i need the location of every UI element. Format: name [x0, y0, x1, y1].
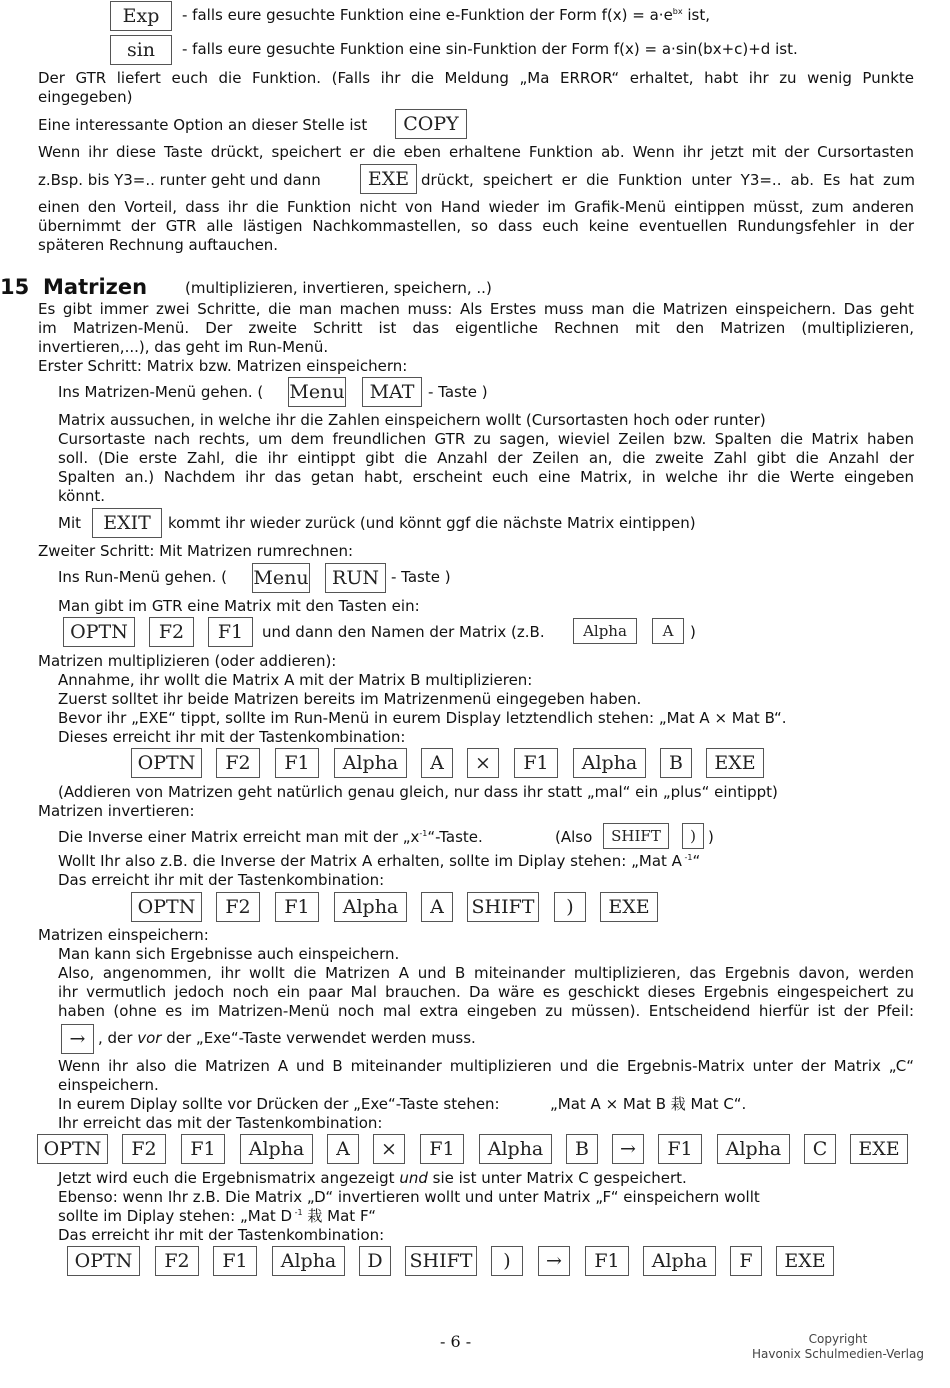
wenn-text-line: drückt, speichert er die Funktion unter Y3=.. ab. Es hat zum: [421, 171, 915, 189]
f2-key: F2: [149, 617, 194, 647]
f1-key: F1: [585, 1246, 629, 1276]
paragraph-line: Bevor ihr „EXE“ tippt, sollte im Run-Menü in eurem Display letztendlich stehen: „Mat A × Mat B“.: [58, 709, 787, 727]
paragraph-line: Man gibt im GTR eine Matrix mit den Tasten ein:: [58, 597, 420, 615]
f1-key: F1: [514, 748, 558, 778]
wenn-text-line: z.Bsp. bis Y3=.. runter geht und dann: [38, 171, 321, 189]
paragraph-line: In eurem Diplay sollte vor Drücken der „Exe“-Taste stehen:: [58, 1095, 500, 1113]
paragraph-line: Dieses erreicht ihr mit der Tastenkombination:: [58, 728, 406, 746]
f1-key: F1: [420, 1134, 464, 1164]
sin-description: - falls eure gesuchte Funktion eine sin-Funktion der Form f(x) = a·sin(bx+c)+d ist.: [182, 40, 798, 58]
section-number: 15: [0, 275, 30, 299]
f1-key: F1: [275, 892, 319, 922]
f1-key: F1: [208, 617, 253, 647]
paragraph-line: einspeichern.: [58, 1076, 159, 1094]
exp-description: - falls eure gesuchte Funktion eine e-Funktion der Form $f(x) = a\cdot e^{bx}$ ist,: [182, 6, 711, 24]
paragraph-line: Ebenso: wenn Ihr z.B. Die Matrix „D“ invertieren wollt und unter Matrix „F“ einspeichern wollt: [58, 1188, 760, 1206]
alpha-key: Alpha: [717, 1134, 790, 1164]
optn-key: OPTN: [63, 617, 135, 647]
alpha-key: Alpha: [573, 618, 637, 644]
also-text: (Also: [555, 828, 593, 846]
paragraph-line: (Addieren von Matrizen geht natürlich genau gleich, nur dass ihr statt „mal“ ein „plus“ eintippt): [58, 783, 778, 801]
a-key: A: [421, 892, 453, 922]
alpha-key: Alpha: [272, 1246, 345, 1276]
arrow-description: , der vor der „Exe“-Taste verwendet werden muss.: [98, 1029, 476, 1047]
paragraph-line: haben (ohne es im Matrizen-Menü noch mal extra eingeben zu müssen). Entscheidend hierfür ist der Pfeil:: [58, 1002, 914, 1020]
d-key: D: [359, 1246, 391, 1276]
optn-key: OPTN: [131, 892, 202, 922]
paragraph-line: Matrix aussuchen, in welche ihr die Zahlen einspeichern wollt (Cursortasten hoch oder runter): [58, 411, 766, 429]
inverse-description: Die Inverse einer Matrix erreicht man mit der $„x^{-1}“$-Taste.: [58, 828, 483, 846]
wenn-text-line: übernimmt der GTR alle lästigen Nachkommastellen, so dass euch keine eventuellen Rundungsfehler in der: [38, 217, 914, 235]
step-two-heading: Zweiter Schritt: Mit Matrizen rumrechnen:: [38, 542, 354, 560]
exit-key: EXIT: [92, 508, 162, 538]
shift-key: SHIFT: [467, 892, 539, 922]
copy-text: Eine interessante Option an dieser Stelle ist: [38, 116, 368, 134]
arrow-key: →: [61, 1024, 94, 1054]
paren-key: ): [491, 1246, 523, 1276]
paragraph-line: Wollt Ihr also z.B. die Inverse der Matrix A erhalten, sollte im Diplay stehen: „Mat A $^{-1}$“: [58, 852, 701, 870]
paragraph-line: soll. (Die erste Zahl, die ihr eintippt gibt die Anzahl der Zeilen an, die zweite Zahl gibt die Anzahl der: [58, 449, 914, 467]
wenn-text-line: einen den Vorteil, dass ihr die Funktion nicht von Hand wieder im Grafik-Menü eintippen müsst, zum anderen: [38, 198, 914, 216]
paragraph-line: könnt.: [58, 487, 105, 505]
paragraph-line: Spalten an.) Nachdem ihr das getan habt, erscheint euch eine Matrix, in welche ihr die Werte eingeben: [58, 468, 914, 486]
gtr-text-line: Der GTR liefert euch die Funktion. (Falls ihr die Meldung „Ma ERROR“ erhaltet, habt ihr zu wenig Punkte: [38, 69, 914, 87]
alpha-key: Alpha: [643, 1246, 716, 1276]
c-key: C: [804, 1134, 836, 1164]
inv-heading: Matrizen invertieren:: [38, 802, 195, 820]
alpha-key: Alpha: [334, 892, 407, 922]
paragraph-line: Cursortaste nach rechts, um dem freundlichen GTR zu sagen, wieviel Zeilen bzw. Spalten die Matrix haben: [58, 430, 914, 448]
optn-key: OPTN: [67, 1246, 140, 1276]
paragraph-line: Also, angenommen, ihr wollt die Matrizen A und B miteinander multiplizieren, das Ergebnis davon, werden: [58, 964, 914, 982]
menu-key: Menu: [252, 563, 310, 593]
run-key: RUN: [325, 563, 386, 593]
alpha-key: Alpha: [334, 748, 407, 778]
f1-key: F1: [658, 1134, 702, 1164]
close-paren-text: ): [690, 623, 696, 641]
menu-key: Menu: [288, 377, 346, 407]
exe-key: EXE: [850, 1134, 908, 1164]
paragraph-line: Zuerst solltet ihr beide Matrizen bereits im Matrizenmenü eingegeben haben.: [58, 690, 642, 708]
section-title: Matrizen: [43, 275, 148, 299]
f2-key: F2: [216, 892, 260, 922]
shift-key: SHIFT: [405, 1246, 477, 1276]
copy-key: COPY: [395, 109, 467, 139]
paren-key: ): [554, 892, 586, 922]
b-key: B: [566, 1134, 598, 1164]
store-heading: Matrizen einspeichern:: [38, 926, 209, 944]
menu-instruction: Ins Matrizen-Menü gehen. (: [58, 383, 264, 401]
paragraph-line: Das erreicht ihr mit der Tastenkombination:: [58, 1226, 385, 1244]
shift-key: SHIFT: [603, 823, 669, 849]
arrow-key: →: [538, 1246, 570, 1276]
f2-key: F2: [122, 1134, 166, 1164]
alpha-key: Alpha: [240, 1134, 313, 1164]
paragraph-line: sollte im Diplay stehen: „Mat D $^{-1}$ 栽 Mat F“: [58, 1207, 377, 1225]
mult-heading: Matrizen multiplizieren (oder addieren):: [38, 652, 337, 670]
paragraph-line: Das erreicht ihr mit der Tastenkombination:: [58, 871, 385, 889]
optn-key: OPTN: [37, 1134, 108, 1164]
gtr-text-line: eingegeben): [38, 88, 133, 106]
a-key: A: [327, 1134, 359, 1164]
optn-key: OPTN: [131, 748, 202, 778]
exe-key: EXE: [776, 1246, 834, 1276]
b-key: B: [660, 748, 692, 778]
f-key: F: [730, 1246, 762, 1276]
exp-key: Exp: [110, 1, 172, 31]
wenn-text-line: späteren Rechnung auftauchen.: [38, 236, 279, 254]
multiply-key: ×: [373, 1134, 405, 1164]
mat-key: MAT: [362, 377, 422, 407]
paragraph-line: Ihr erreicht das mit der Tastenkombination:: [58, 1114, 383, 1132]
arrow-key: →: [612, 1134, 644, 1164]
f2-key: F2: [216, 748, 260, 778]
paragraph-line: im Matrizen-Menü. Der zweite Schritt ist das eigentliche Rechnen mit den Matrizen (multiplizieren,: [38, 319, 914, 337]
paragraph-line: Man kann sich Ergebnisse auch einspeichern.: [58, 945, 400, 963]
step-one-heading: Erster Schritt: Matrix bzw. Matrizen einspeichern:: [38, 357, 408, 375]
taste-text: - Taste ): [391, 568, 451, 586]
paragraph-line: ihr vermutlich jedoch noch ein paar Mal brauchen. Da wäre es geschickt dieses Ergebnis eingespeichert zu: [58, 983, 914, 1001]
exe-key: EXE: [706, 748, 764, 778]
close-paren-text: ): [708, 828, 714, 846]
f1-key: F1: [181, 1134, 225, 1164]
a-key: A: [421, 748, 453, 778]
f2-key: F2: [155, 1246, 199, 1276]
multiply-key: ×: [467, 748, 499, 778]
copyright-label: Copyright: [808, 1332, 868, 1346]
alpha-key: Alpha: [573, 748, 646, 778]
sin-key: sin: [110, 35, 172, 65]
paragraph-line: invertieren,...), das geht im Run-Menü.: [38, 338, 329, 356]
paragraph-line: Jetzt wird euch die Ergebnismatrix angezeigt und sie ist unter Matrix C gespeichert.: [58, 1169, 687, 1187]
und-text: und dann den Namen der Matrix (z.B.: [262, 623, 545, 641]
alpha-key: Alpha: [479, 1134, 552, 1164]
mit-text: Mit: [58, 514, 81, 532]
page-number: - 6 -: [440, 1332, 472, 1351]
paragraph-line: Es gibt immer zwei Schritte, die man machen muss: Als Erstes muss man die Matrizen einspeichern. Das geht: [38, 300, 914, 318]
exit-description: kommt ihr wieder zurück (und könnt ggf die nächste Matrix eintippen): [168, 514, 696, 532]
f1-key: F1: [213, 1246, 257, 1276]
exe-key: EXE: [600, 892, 658, 922]
wenn-text-line: Wenn ihr diese Taste drückt, speichert er die eben erhaltene Funktion ab. Wenn ihr jetzt mit der Cursortasten: [38, 143, 914, 161]
section-subtitle: (multiplizieren, invertieren, speichern, ..): [185, 279, 492, 297]
run-instruction: Ins Run-Menü gehen. (: [58, 568, 228, 586]
paragraph-line: Wenn ihr also die Matrizen A und B miteinander multiplizieren und die Ergebnis-Matrix unter der Matrix „C“: [58, 1057, 914, 1075]
paragraph-line: Annahme, ihr wollt die Matrix A mit der Matrix B multiplizieren:: [58, 671, 533, 689]
a-key: A: [652, 618, 684, 644]
display-text: „Mat A × Mat B 栽 Mat C“.: [550, 1095, 747, 1113]
paren-key: ): [682, 823, 704, 849]
taste-text: - Taste ): [428, 383, 488, 401]
publisher-label: Havonix Schulmedien-Verlag: [752, 1347, 924, 1361]
exe-key: EXE: [360, 164, 417, 194]
f1-key: F1: [275, 748, 319, 778]
